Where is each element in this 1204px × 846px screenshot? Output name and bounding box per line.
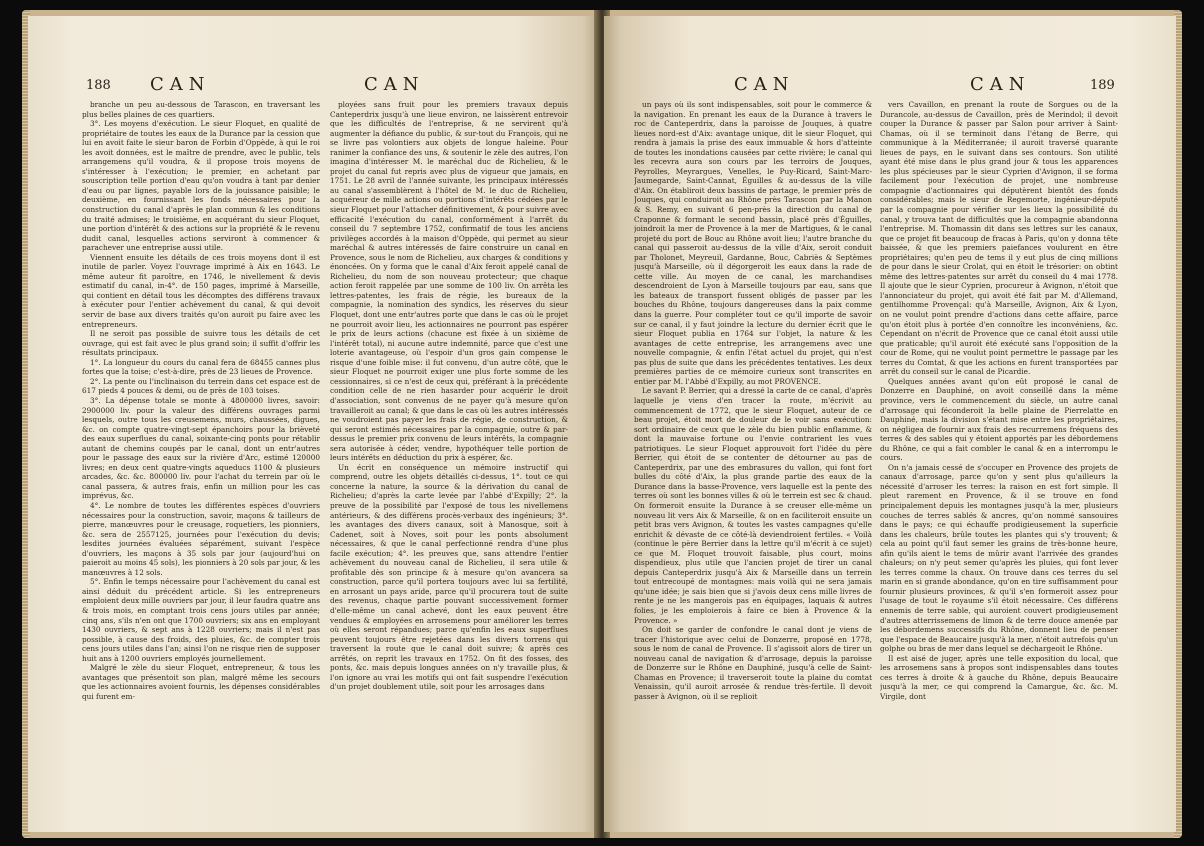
running-head: CAN <box>970 74 1031 95</box>
paragraph: 3°. Les moyens d'exécution. Le sieur Floquet, en qualité de propriétaire de toutes les eaux de la Durance par la cession que lui en avoit faite le sieur baron de Forbin d'Oppède, à qui le roi les avoit données, est le maître de prendre, avec le public, tels arrangemens qu'il voudra, & il propose trois moyens de s'intéresser à l'exécution; le premier, en achetant par souscription telle portion d'eau qu'on voudra à tant par denier d'eau ou par lignes, payable lors de la jouissance paisible; le deuxième, en fournissant les fonds nécessaires pour la construction du canal d'après le plan commun & les conditions du traité admises; le troisième, en acquérant du sieur Floquet, une portion d'intérêt & des actions sur la propriété & le revenu dudit canal, lesquelles actions serviront à commencer & parachever une entreprise aussi utile. <box>82 119 320 253</box>
paragraph: un pays où ils sont indispensables, soit pour le commerce & la navigation. En prenant les eaux de la Durance à travers le roc de Canteperdrix, dans la paroisse de Jouques, à quatre lieues nord-est d'Aix: avantage unique, dit le sieur Floquet, qui rendra à jamais la prise des eaux immuable & hors d'atteinte de toutes les inondations causées par cette rivière; le canal qui les recevra aura son cours par les terroirs de Jouques, Peyrolles, Meyrargues, Venelles, le Puy-Ricard, Saint-Marc-Jaumegarde, Saint-Cannat, Éguilles & au-dessus de la ville d'Aix. On établiroit deux bassins de partage, le premier près de Jouques, qui conduiroit au Rhône près Tarascon par la Manon & S. Remy, en suivant 6 pen-près la direction du canal de Craponne & formant le second bassin, placé près d'Éguilles, joindroit la mer de Provence à la mer de Martigues, & le canal projeté du port de Bouc au Rhône avoit lieu; l'autre branche du canal qui passeroit au-dessus de la ville d'Aix, seroit conduit par Tholonet, Meyreuil, Gardanne, Bouc, Cabriès & Septèmes jusqu'à Marseille, où il dégorgeroit les eaux dans la rade de cette ville. Au moyen de ce canal, les marchandises descendroient de Lyon à Marseille toujours par eau, sans que les bateaux de transport fussent obligés de passer par les bouches du Rhône, toujours dangereuses dans la paix comme dans la guerre. Pour compléter tout ce qu'il importe de savoir sur ce canal, il y faut joindre la lecture du dernier écrit que le sieur Floquet publia en 1764 sur l'objet, la nature & les avantages de cette entreprise, les arrangemens avec une nouvelle compagnie, & enfin l'état actuel du projet, qui n'est pas plus de suite que dans les précédentes tentatives. Les deux premières parties de ce mémoire curieux sont transcrites en entier par M. l'Abbé d'Expilly, au mot PROVENCE. <box>634 100 872 386</box>
text-column-1 <box>82 100 320 820</box>
text-column-1 <box>634 100 872 820</box>
paragraph: ployées sans fruit pour les premiers travaux depuis Canteperdrix jusqu'à une lieue environ, ne laissèrent entrevoir que les difficultés de l'entreprise, & ne servirent qu'à augmenter la défiance du public, & sur-tout du François, qui ne se livre pas volontiers aux objets de longue haleine. Pour ranimer la confiance des uns, & soutenir le zèle des autres, l'on imagina d'intéresser M. le maréchal duc de Richelieu, & le projet du canal fut repris avec plus de vigueur que jamais, en 1751. Le 28 avril de l'année suivante, les principaux intéressés au canal s'assemblèrent à l'hôtel de M. le duc de Richelieu, acquéreur de mille actions ou portions d'intérêts cédées par le sieur Floquet pour l'attacher définitivement, & pour suivre avec efficacité l'exécution du canal, conformément à l'arrêt du conseil du 7 septembre 1752, confirmatif de tous les anciens privilèges accordés à la maison d'Oppède, qui permet au sieur maréchal & autres intéressés de faire construire un canal en Provence, sous le nom de Richelieu, aux charges & conditions y énoncées. On y forma que le canal d'Aix feroit appelé canal de Richelieu, du nom de son nouveau protecteur; que chaque action feroit rappelée par une somme de 100 liv. On arrêta les lettres-patentes, les frais de régie, les bureaux de la compagnie, la nomination des syndics, les réserves du sieur Floquet, dont une entr'autres porte que dans le cas où le projet ne pourroit avoir lieu, les actionnaires ne pourront pas espérer le prix de leurs actions (chacune est fixée à un sixième de l'intérêt total), ni aucune autre indemnité, parce que c'est une loterie avantageuse, où l'espoir d'un gros gain compense le risque d'une foible mise: il fut convenu, d'un autre côté, que le sieur Floquet ne pourroit exiger une plus forte somme de les cessionnaires, si ce n'est de ceux qui, préférant à la précédente condition celle de ne rien hasarder pour acquérir le droit d'association, sont convenus de ne payer qu'à mesure qu'on travailleroit au canal; & que dans le cas où les autres intéressés ne voudroient pas payer les frais de régie, de construction, & qui seront estimés nécessaires par la compagnie, outre & par-dessus le premier prix convenu de leurs intérêts, la compagnie sera autorisée à céder, vendre, hypothéquer telle portion de leurs intérêts en déduction du prix à espérer, &c. <box>330 100 568 463</box>
text-column-2 <box>330 100 568 820</box>
left-page-header <box>28 74 600 98</box>
paragraph: 2°. La pente ou l'inclinaison du terrein dans cet espace est de 617 pieds 4 pouces & demi, ou de près de 103 toises. <box>82 376 320 396</box>
paragraph: branche un peu au-dessous de Tarascon, en traversant les plus belles plaines de ces quartiers. <box>82 100 320 119</box>
paragraph: Un écrit en conséquence un mémoire instructif qui comprend, outre les objets détaillés ci-dessus, 1°. tout ce qui concerne la nature, la source & la dérivation du canal de Richelieu; d'après la carte levée par l'abbé d'Expilly; 2°. la preuve de la possibilité par l'exposé de tous les nivellemens antérieurs, & des différens procès-verbaux des ingénieurs; 3°. les avantages des divers canaux, soit à Manosque, soit à Cadenet, soit à Noves, soit pour les ponts absolument nécessaires, & que le canal perfectionné rendra d'une plus facile exécution; 4°. les preuves que, sans attendre l'entier achèvement du nouveau canal de Richelieu, il sera utile & profitable dès son principe & à mesure qu'on avancera sa construction, parce qu'il portera toujours avec lui sa fertilité, en arrosant un pays aride, parce qu'il procurera tout de suite des revenus, chaque partie pouvant successivement former d'elle-même un canal achevé, dont les eaux peuvent être vendues & employées en arrosemens pour améliorer les terres où elles seront répandues; parce qu'enfin les eaux superflues peuvent toujours être rejetées dans les divers torrens qui traversent la route que le canal doit suivre; & après ces arrêtés, on reprit les travaux en 1752. On fit des fosses, des ponts, &c. mais depuis longues années on n'y travaille plus, & l'on ignore au vrai les motifs qui ont fait suspendre l'exécution d'un projet doublement utile, soit pour les arrosages dans <box>330 462 568 692</box>
paragraph: 1°. La longueur du cours du canal fera de 68455 cannes plus fortes que la toise; c'est-à-dire, près de 23 lieues de Provence. <box>82 357 320 377</box>
paragraph: Quelques années avant qu'on eût proposé le canal de Donzerre en Dauphiné, on avoit conseillé dans la même province, vers le commencement du siècle, un autre canal d'arrosage qui féconderoit la belle plaine de Pierrelatte en Dauphiné, mais la division s'étant mise entre les propriétaires, on négligea de fournir aux frais des recurremens fréquens des terres & des sables qui y étoient apportés par les débordemens du Rhône, ce qui a fait combler le canal & en a interrompu le cours. <box>880 376 1118 463</box>
left-page <box>28 16 600 832</box>
running-head: CAN <box>364 74 425 95</box>
running-head: CAN <box>734 74 795 95</box>
paragraph: On doit se garder de confondre le canal dont je viens de tracer l'historique avec celui de Donzerre, proposé en 1778, sous le nom de canal de Provence. Il s'agissoit alors de tirer un nouveau canal de navigation & d'arrosage, depuis la paroisse de Donzerre sur le Rhône en Dauphiné, jusqu'à celle de Saint-Chamas en Provence; il traverseroit toute la plaine du comtat Venaissin, qu'il auroit arrosée & rendue très-fertile. Il devoit passer à Avignon, où il se replioit <box>634 625 872 701</box>
text-column-2 <box>880 100 1118 820</box>
paragraph: Le savant P. Berrier, qui a dressé la carte de ce canal, d'après laquelle je viens d'en tracer la route, m'écrivit au commencement de 1772, que le sieur Floquet, auteur de ce beau projet, étoit mort de douleur de le voir sans exécution: sort ordinaire de ceux que le zèle du bien public enflamme, & dont la mauvaise fortune ou l'envie contrarient les vues patriotiques. Le sieur Floquet approuvoit fort l'idée du père Berrier, qui étoit de se contenter de détourner au pas de Canteperdrix, par une des embrasures du vallon, qui font fort bulles du côté d'Aix, la plus grande partie des eaux de la Durance dans la basse-Provence, vers laquelle est la pente des terres où sont les bonnes villes & où le terrein est sec & chaud. On formeroit ensuite la Durance à se creuser elle-même un nouveau lit vers Aix & Marseille, & on en faciliteroit ensuite un petit bras vers Avignon, & toutes les vastes campagnes qu'elle enrichit & dévaste de ce côté-là deviendroient fertiles. « Voilà (continue le père Berrier dans la lettre qu'il m'écrit à ce sujet) ce que M. Floquet trouvoit faisable, plus court, moins dispendieux, plus utile que l'ancien projet de tirer un canal depuis Canteperdrix jusqu'à Aix & Marseille dans un terrein tout entrecoupé de montagnes: mais voilà qui ne sera jamais qu'une idée; je sais bien que si j'avois deux cens mille livres de rente je ne les mangerois pas en équipages, laquais & autres folies, je les emploierois à faire ce bien à Provence & la Provence. » <box>634 386 872 625</box>
paragraph: Il ne seroit pas possible de suivre tous les détails de cet ouvrage, qui est fait avec le plus grand soin; il suffit d'offrir les résultats principaux. <box>82 329 320 358</box>
page-number: 188 <box>86 78 111 93</box>
paragraph: On n'a jamais cessé de s'occuper en Provence des projets de canaux d'arrosage, parce qu'on y sent plus qu'ailleurs la nécessité d'arroser les terres: la raison en est fort simple. Il pleut rarement en Provence, & il se trouve en fond principalement depuis les montagnes jusqu'à la mer, plusieurs couches de terres sablés & ancres, qu'on nommé sansouires dans le pays; ce qui échauffe prodigieusement la superficie dans les chaleurs, brûle toutes les plantes qui s'y trouvent; & cela au point qu'il faut semer les grains de très-bonne heure, afin qu'ils aient le tems de mûrir avant l'arrivée des grandes chaleurs; on n'y peut semer qu'après les pluies, qui font lever les terres comme la chaux. On trouve dans ces terres du sel marin en si grande abondance, qu'on en tire suffisamment pour fournir plusieurs provinces, & qu'il s'en formeroit assez pour l'usage de tout le royaume s'il étoit nécessaire. Ces différens ennemis de terre sable, qui auroient couvert prodigieusement d'autres atterrissemens de limon & de terre douce amenée par les débordemens successifs du Rhône, donnent lieu de penser que l'espace de Beaucaire jusqu'à la mer, n'étoit autrefois qu'un golphe ou bras de mer dans lequel se déchargeoit le Rhône. <box>880 462 1118 654</box>
running-head: CAN <box>150 74 211 95</box>
paragraph: Il est aisé de juger, après une telle exposition du local, que les arrosemens sans à propos sont indispensables dans toutes ces terres à droite & à gauche du Rhône, depuis Beaucaire jusqu'à la mer, ce qui comprend la Camargue, &c. &c. M. Virgile, dont <box>880 653 1118 701</box>
paragraph: Malgré le zèle du sieur Floquet, entrepreneur, & tous les avantages que présentoit son plan, malgré même les secours que les actionnaires avoient fournis, les dépenses considérables qui furent em- <box>82 663 320 701</box>
paragraph: 5°. Enfin le temps nécessaire pour l'achèvement du canal est ainsi déduit du précédent article. Si les entrepreneurs emploient deux mille ouvriers par jour, il leur faudra quatre ans & trois mois, en comptant trois cens jours utiles par année; cinq ans, s'ils n'en ont que 1700 ouvriers; six ans en employant 1430 ouvriers, & sept ans à 1228 ouvriers; mais il n'est pas possible, à cause des froids, des pluies, &c. de compter trois cens jours utiles dans l'an; ainsi l'on ne risque rien de supposer huit ans à 1200 ouvriers employés journellement. <box>82 577 320 663</box>
right-page-header <box>604 74 1176 98</box>
paragraph: 4°. Le nombre de toutes les différentes espèces d'ouvriers nécessaires pour la construction, savoir, maçons & tailleurs de pierre, manœuvres pour le creusage, roquetiers, les pionniers, &c. sera de 2557125, journées pour l'exécution du devis; lesdites journées évaluées séparément, suivant l'espèce d'ouvriers, les maçons à 35 sols par jour (aujourd'hui on paieroit au moins 45 sols), les pionniers à 20 sols par jour, & les manœuvres à 12 sols. <box>82 500 320 577</box>
paragraph: 3°. La dépense totale se monte à 4800000 livres, savoir: 2900000 liv. pour la valeur des différens ouvrages parmi lesquels, outre tous les creusemens, murs, chaussées, digues, &c. on compte quatre-vingt-sept épanchoirs pour la brièveté des eaux superflues du canal, soixante-cinq ponts pour rétablir autant de chemins coupés par le canal, dont un entr'autres pour le passage des eaux sur la rivière d'Arc, estimé 120000 livres; en deux cent quatre-vingts aqueducs 1100 & plusieurs arcades, &c. &c. 800000 liv. pour l'achat du terrein par où le canal passera, & autres frais, enfin un million pour les cas imprévus, &c. <box>82 395 320 501</box>
open-book <box>22 10 1182 838</box>
right-page <box>604 16 1176 832</box>
paragraph: Viennent ensuite les détails de ces trois moyens dont il est inutile de parler. Voyez l'ouvrage imprimé à Aix en 1643. Le même auteur fit paroître, en 1746, le nivellement & devis estimatif du canal, in-4°. de 150 pages, imprimé à Marseille, qui contient en détail tous les décomptes des différens travaux à exécuter pour l'entier achèvement du canal, & qui devoit servir de base aux divers traités qu'on auroit pu faire avec les entrepreneurs. <box>82 252 320 329</box>
page-number: 189 <box>1090 78 1115 93</box>
paragraph: vers Cavaillon, en prenant la route de Sorgues ou de la Durancole, au-dessus de Cavaillon, près de Merindol; il devoit couper la Durance & passer par Salon pour arriver à Saint-Chamas, où il se terminoit dans l'étang de Berre, qui communique à la Méditerranée; il auroit traversé quarante lieues de pays, en le suivant dans ses contours. Son utilité ayant été mise dans le plus grand jour & tous les apparences les plus spécieuses par le sieur Cyprien d'Avignon, il se forma facilement pour l'exécution de projet, une nombreuse compagnie d'actionnaires qui députèrent bientôt des fonds considérables; mais le sieur de Regemorte, ingénieur-député par la compagnie pour vérifier sur les lieux la possibilité du canal, y trouva tant de difficultés que la compagnie abandonna l'entreprise. M. Thomassin dit dans ses lettres sur les canaux, que ce projet fit beaucoup de fracas à Paris, qu'on y donna tête baissée, & que les premiers paiefances voulurent en être propriétaires; qu'en peu de tems il y eut plus de cinq millions de pour dans le sieur Crolat, qui en étoit le trésorier: on obtint même des lettres-patentes sur arrêt du conseil du 4 mai 1778. Il ajoute que le sieur Cyprien, procureur à Avignon, n'étoit que l'annonciateur du projet, qui avoit été fait par M. d'Allemand, gentilhomme Provençal: qu'à Marseille, Avignon, Aix & Lyon, on ne voulut point prendre d'actions dans cette affaire, parce qu'on étoit plus à portée d'en connoître les inconvéniens, &c. Cependant on n'écrit de Provence que ce canal étoit aussi utile que praticable; qu'il auroit été exécuté sans l'opposition de la cour de Rome, qui ne voulut point permettre le passage par les terres du Comtat, & que les actions en furent transportées par arrêt du conseil sur le canal de Picardie. <box>880 100 1118 377</box>
